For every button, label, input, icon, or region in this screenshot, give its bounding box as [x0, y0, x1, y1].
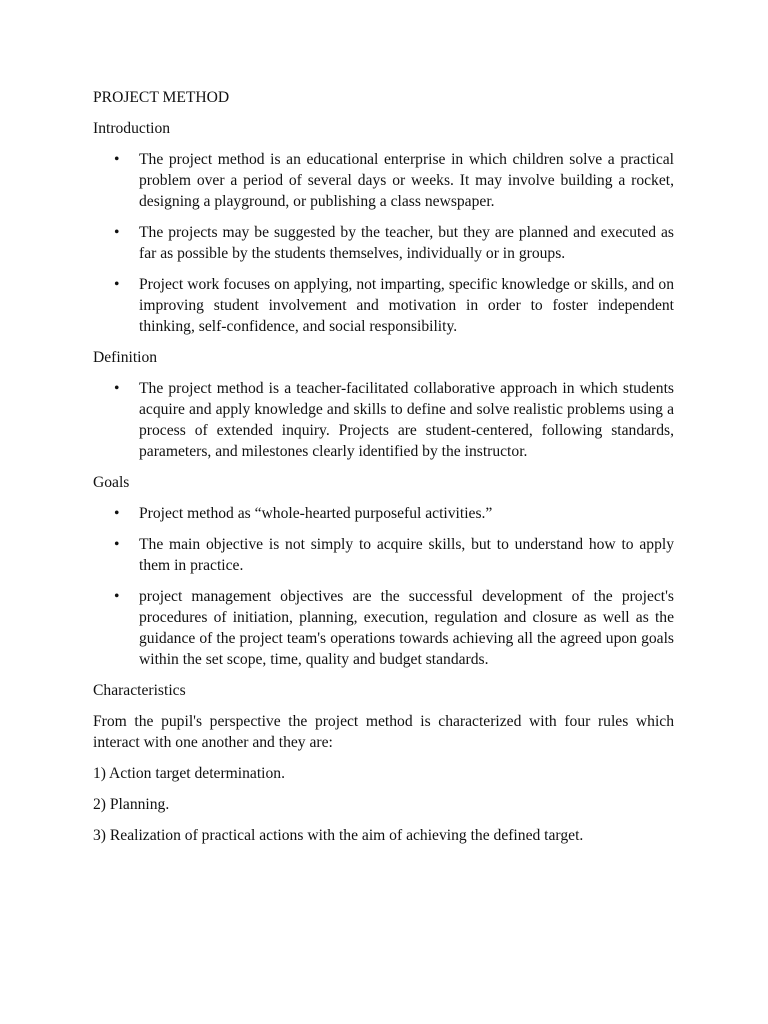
numbered-item: 3) Realization of practical actions with the aim of achieving the defined target. [93, 827, 584, 844]
section-heading-definition: Definition [93, 349, 158, 366]
list-item [93, 149, 674, 212]
list-item-text: The main objective is not simply to acquire skills, but to understand how to apply them in practice. [139, 536, 674, 574]
list-item-text: The projects may be suggested by the teacher, but they are planned and executed as far as possible by the students themselves, individually or in groups. [139, 224, 674, 262]
list-item-text: project management objectives are the successful development of the project's procedures of initiation, planning, execution, regulation and closure as well as the guidance of the project team's operations towards achieving all the agreed upon goals within the set scope, time, quality and budget standards. [139, 588, 674, 668]
list-item [93, 378, 674, 462]
section-heading-goals: Goals [93, 474, 130, 491]
list-item [93, 534, 674, 576]
list-item-text: The project method is an educational enterprise in which children solve a practical problem over a period of several days or weeks. It may involve building a rocket, designing a playground, or publishing a class newspaper. [139, 151, 674, 210]
numbered-item: 1) Action target determination. [93, 765, 285, 782]
goals-bullet-list [93, 503, 674, 670]
bullet-icon: • [114, 536, 120, 553]
list-item-text: Project work focuses on applying, not imparting, specific knowledge or skills, and on improving student involvement and motivation in order to foster independent thinking, self-confidence, and social responsibility. [139, 276, 674, 335]
bullet-icon: • [114, 380, 120, 397]
characteristics-intro: From the pupil's perspective the project method is characterized with four rules which interact with one another and they are: [93, 713, 674, 751]
list-item-text: The project method is a teacher-facilitated collaborative approach in which students acquire and apply knowledge and skills to define and solve realistic problems using a process of extended inquiry. Projects are student-centered, following standards, parameters, and milestones clearly identified by the instructor. [139, 380, 674, 460]
document-title: PROJECT METHOD [93, 89, 230, 106]
list-item [93, 503, 674, 524]
introduction-bullet-list [93, 149, 674, 337]
bullet-icon: • [114, 505, 120, 522]
bullet-icon: • [114, 151, 120, 168]
list-item-text: Project method as “whole-hearted purposeful activities.” [139, 505, 493, 522]
bullet-icon: • [114, 224, 120, 241]
definition-bullet-list [93, 378, 674, 462]
document-body [93, 87, 674, 856]
numbered-item: 2) Planning. [93, 796, 170, 813]
bullet-icon: • [114, 588, 120, 605]
list-item [93, 274, 674, 337]
section-heading-characteristics: Characteristics [93, 682, 186, 699]
section-heading-introduction: Introduction [93, 120, 171, 137]
list-item [93, 586, 674, 670]
list-item [93, 222, 674, 264]
bullet-icon: • [114, 276, 120, 293]
